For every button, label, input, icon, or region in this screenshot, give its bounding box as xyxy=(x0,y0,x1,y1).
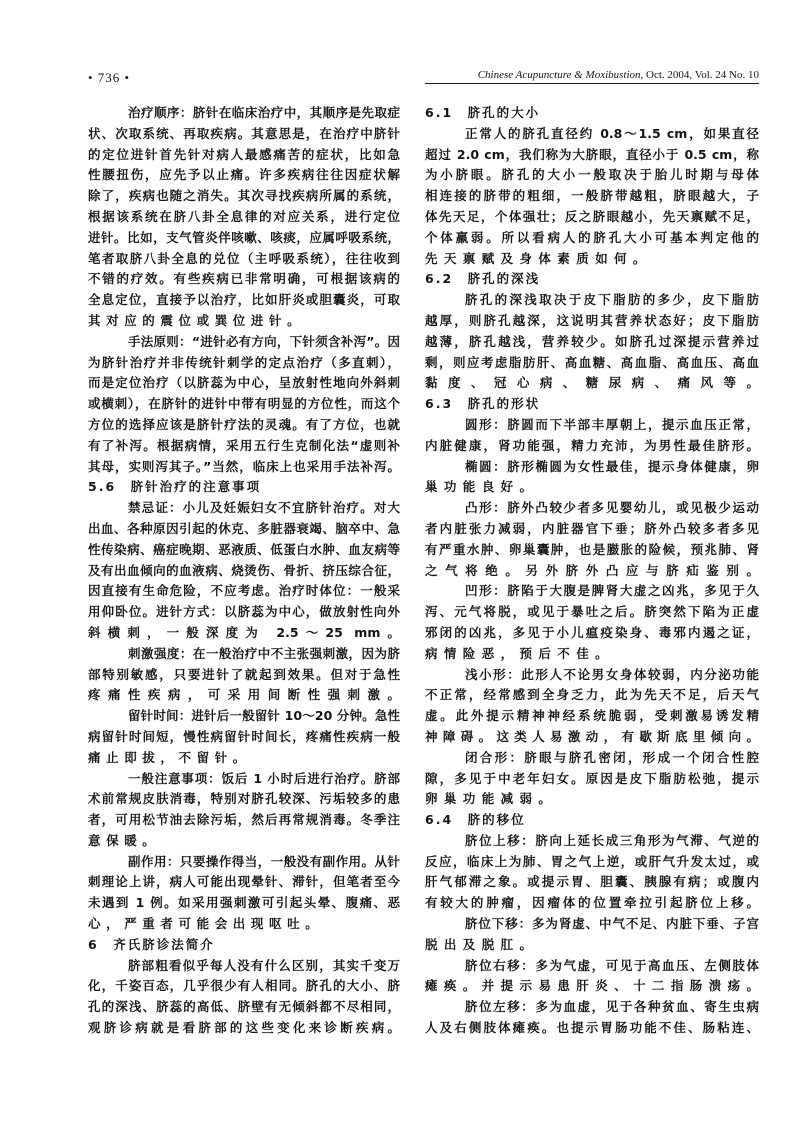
text-line: 神障碍。这类人易激动，有歇斯底里倾向。 xyxy=(425,728,759,744)
paragraph xyxy=(425,415,759,457)
text-line: 进针。比如，支气管炎伴咳嗽、咳痰，应属呼吸系统， xyxy=(88,229,400,245)
paragraph xyxy=(88,644,400,706)
text-line: 不错的疗效。有些疾病已非常明确，可根据该病的 xyxy=(88,271,400,287)
running-header xyxy=(425,69,759,84)
page-number: • 736 • xyxy=(88,70,131,85)
text-line: 泻、元气将脱，或见于暴吐之后。脐突然下陷为正虚 xyxy=(425,604,759,620)
text-line: 根据该系统在脐八卦全息律的对应关系，进行定位 xyxy=(88,208,400,224)
text-line: 其对应的震位或巽位进针。 xyxy=(88,312,306,328)
text-line: 其母，实则泻其子。”当然，临床上也采用手法补泻。 xyxy=(88,458,400,474)
text-line: 出血、各种原因引起的休克、多脏器衰竭、脑卒中、急 xyxy=(88,520,400,536)
text-line: 病留针时间短，慢性病留针时间长，疼痛性疾病一般 xyxy=(88,728,400,744)
paragraph xyxy=(425,831,759,914)
text-line: 反应，临床上为肺、胃之气上逆，或肝气升发太过，或 xyxy=(425,853,759,869)
heading-text: 6 齐氏脐诊法简介 xyxy=(88,936,215,952)
section-heading xyxy=(88,935,400,956)
text-line: 化，千姿百态，几乎很少有人相同。脐孔的大小、脐 xyxy=(88,978,400,994)
right-column xyxy=(425,103,759,1039)
section-heading xyxy=(425,810,759,831)
text-line: 先天禀赋及身体素质如何。 xyxy=(425,250,652,266)
heading-text: 6.4 脐的移位 xyxy=(425,812,526,828)
text-line: 心，严重者可能会出现呕吐。 xyxy=(88,916,324,932)
text-line: 脐位右移：多为气虚，可见于高血压、左侧肢体 xyxy=(465,957,759,973)
paragraph xyxy=(88,498,400,644)
heading-text: 6.1 脐孔的大小 xyxy=(425,105,541,120)
text-line: 痛止即拔，不留针。 xyxy=(88,749,251,765)
paragraph xyxy=(425,914,759,956)
text-line: 邪闭的凶兆，多见于小儿瘟疫染身、毒邪内遏之证， xyxy=(425,624,759,640)
text-line: 治疗顺序：脐针在临床治疗中，其顺序是先取症 xyxy=(128,105,400,120)
paragraph xyxy=(88,956,400,1039)
text-line: 或横刺），在脐针的进针中带有明显的方位性，而这个 xyxy=(88,396,400,412)
text-line: 浅小形：此形人不论男女身体较弱，内分泌功能 xyxy=(465,666,759,682)
text-line: 留针时间：进针后一般留针 10～20 分钟。急性 xyxy=(128,708,400,724)
text-line: 有严重水肿、卵巢囊肿，也是臌胀的险候，预兆肺、肾 xyxy=(425,541,759,557)
heading-text: 6.3 脐孔的形状 xyxy=(425,396,541,412)
text-line: 内脏健康，肾功能强，精力充沛，为男性最佳脐形。 xyxy=(425,437,759,453)
text-line: 正常人的脐孔直径约 0.8～1.5 cm，如果直径 xyxy=(465,125,759,141)
paragraph xyxy=(425,956,759,998)
left-column xyxy=(88,103,400,1039)
text-line: 闭合形：脐眼与脐孔密闭，形成一个闭合性腔 xyxy=(465,749,759,765)
text-line: 者，可用松节油去除污垢，然后再常规消毒。冬季注 xyxy=(88,812,400,828)
text-line: 禁忌证：小儿及妊娠妇女不宜脐针治疗。对大 xyxy=(128,500,400,516)
text-line: 孔的深浅、脐蕊的高低、脐壁有无倾斜都不尽相同， xyxy=(88,999,400,1015)
text-line: 为脐针治疗并非传统针刺学的定点治疗（多直刺）， xyxy=(88,354,400,370)
text-line: 脐孔的深浅取决于皮下脂肪的多少，皮下脂肪 xyxy=(465,292,759,308)
paragraph xyxy=(425,665,759,748)
text-line: 部特别敏感，只要进针了就起到效果。但对于急性 xyxy=(88,666,400,682)
text-line: 意保暖。 xyxy=(88,832,161,848)
text-line: 一般注意事项：饭后 1 小时后进行治疗。脐部 xyxy=(128,770,400,786)
text-line: 病情险恶，预后不佳。 xyxy=(425,645,615,661)
text-line: 未遇到 1 例。如采用强刺激可引起头晕、腹痛、恶 xyxy=(88,895,400,911)
text-line: 虚。此外提示精神神经系统脆弱，受刺激易诱发精 xyxy=(425,708,759,724)
text-line: 超过 2.0 cm，我们称为大脐眼，直径小于 0.5 cm，称 xyxy=(425,146,759,162)
text-line: 相连接的脐带的粗细，一般脐带越粗，脐眼越大，子 xyxy=(425,188,759,204)
text-line: 有较大的肿瘤，因瘤体的位置牵拉引起脐位上移。 xyxy=(425,895,759,911)
text-line: 隙，多见于中老年妇女。原因是皮下脂肪松弛，提示 xyxy=(425,770,759,786)
paragraph xyxy=(425,124,759,270)
text-line: 为小脐眼。脐孔的大小一般取决于胎儿时期与母体 xyxy=(425,167,759,183)
text-line: 椭圆：脐形椭圆为女性最佳，提示身体健康，卵 xyxy=(465,458,759,474)
journal-title: Chinese Acupuncture & Moxibustion xyxy=(477,69,641,81)
paragraph xyxy=(425,997,759,1039)
text-line: 副作用：只要操作得当，一般没有副作用。从针 xyxy=(128,853,400,869)
issue-info: , Oct. 2004, Vol. 24 No. 10 xyxy=(640,69,759,81)
text-line: 脐部粗看似乎每人没有什么区别，其实千变万 xyxy=(128,957,400,973)
text-line: 性腰扭伤，应先予以止痛。许多疾病往往因症状解 xyxy=(88,167,400,183)
text-line: 之气将绝。另外脐外凸应与脐疝鉴别。 xyxy=(425,562,759,578)
text-line: 瘫痪。并提示易患肝炎、十二指肠溃疡。 xyxy=(425,978,759,994)
paragraph xyxy=(425,498,759,581)
text-line: 个体羸弱。所以看病人的脐孔大小可基本判定他的 xyxy=(425,229,759,245)
paragraph xyxy=(425,581,759,664)
heading-text: 5.6 脐针治疗的注意事项 xyxy=(88,479,262,495)
text-line: 脐位左移：多为血虚，见于各种贫血、寄生虫病 xyxy=(465,999,759,1015)
text-line: 肝气郁滞之象。或提示胃、胆囊、胰腺有病；或腹内 xyxy=(425,874,759,890)
text-line: 术前常规皮肤消毒，特别对脐孔较深、污垢较多的患 xyxy=(88,791,400,807)
paragraph xyxy=(88,332,400,478)
section-heading xyxy=(425,394,759,415)
text-line: 性传染病、癌症晚期、恶液质、低蛋白水肿、血友病等 xyxy=(88,541,400,557)
text-line: 凹形：脐陷于大腹是脾肾大虚之凶兆，多见于久 xyxy=(465,583,759,599)
text-line: 方位的选择应该是脐针疗法的灵魂。有了方位，也就 xyxy=(88,416,400,432)
text-line: 观脐诊病就是看脐部的这些变化来诊断疾病。 xyxy=(88,1020,400,1036)
text-line: 因直接有生命危险，不应考虑。治疗时体位：一般采 xyxy=(88,583,400,599)
text-line: 者内脏张力减弱，内脏器官下垂；脐外凸较多者多见 xyxy=(425,520,759,536)
paragraph xyxy=(425,748,759,810)
text-line: 脐位下移：多为肾虚、中气不足、内脏下垂、子宫 xyxy=(465,916,759,932)
text-line: 有了补泻。根据病情，采用五行生克制化法“虚则补 xyxy=(88,437,400,453)
text-line: 巢功能良好。 xyxy=(425,479,539,495)
text-line: 脐位上移：脐向上延长成三角形为气滞、气逆的 xyxy=(465,832,759,848)
text-line: 凸形：脐外凸较少者多见婴幼儿，或见极少运动 xyxy=(465,500,759,516)
text-line: 斜横刺，一般深度为 2.5～25 mm。 xyxy=(88,624,400,640)
text-line: 手法原则：“进针必有方向，下针须含补泻”。因 xyxy=(128,333,400,349)
paragraph xyxy=(88,852,400,935)
text-line: 剩，则应考虑脂肪肝、高血糖、高血脂、高血压、高血 xyxy=(425,354,759,370)
paragraph xyxy=(88,769,400,852)
text-line: 人及右侧肢体瘫痪。也提示胃肠功能不佳、肠粘连、 xyxy=(425,1020,759,1036)
text-line: 用仰卧位。进针方式：以脐蕊为中心，做放射性向外 xyxy=(88,604,400,620)
paragraph xyxy=(88,103,400,332)
text-line: 越厚，则脐孔越深，这说明其营养状态好；皮下脂肪 xyxy=(425,312,759,328)
text-line: 疼痛性疾病，可采用间断性强刺激。 xyxy=(88,687,400,703)
text-line: 而是定位治疗（以脐蕊为中心，呈放射性地向外斜刺 xyxy=(88,375,400,391)
section-heading xyxy=(425,269,759,290)
text-line: 越薄，脐孔越浅，营养较少。如脐孔过深提示营养过 xyxy=(425,333,759,349)
text-line: 不正常，经常感到全身乏力，此为先天不足，后天气 xyxy=(425,687,759,703)
text-line: 笔者取脐八卦全息的兑位（主呼吸系统），往往收到 xyxy=(88,250,400,266)
text-line: 圆形：脐圆而下半部丰厚朝上，提示血压正常， xyxy=(465,416,759,432)
paragraph xyxy=(425,290,759,394)
text-line: 刺理论上讲，病人可能出现晕针、滞针，但笔者至今 xyxy=(88,874,400,890)
text-line: 状、次取系统、再取疾病。其意思是，在治疗中脐针 xyxy=(88,125,400,141)
text-line: 脱出及脱肛。 xyxy=(425,936,539,952)
text-line: 全息定位，直接予以治疗，比如肝炎或胆囊炎，可取 xyxy=(88,292,400,308)
text-line: 除了，疾病也随之消失。其次寻找疾病所属的系统， xyxy=(88,188,400,204)
paragraph xyxy=(425,457,759,499)
section-heading xyxy=(88,477,400,498)
paragraph xyxy=(88,706,400,768)
text-line: 的定位进针首先针对病人最感痛苦的症状，比如急 xyxy=(88,146,400,162)
text-line: 及有出血倾向的血液病、烧烫伤、骨折、挤压综合征， xyxy=(88,562,400,578)
text-line: 体先天足，个体强壮；反之脐眼越小，先天禀赋不足， xyxy=(425,208,759,224)
text-line: 刺激强度：在一般治疗中不主张强刺激，因为脐 xyxy=(128,645,400,661)
heading-text: 6.2 脐孔的深浅 xyxy=(425,271,541,287)
text-line: 卵巢功能减弱。 xyxy=(425,791,558,807)
section-heading xyxy=(425,103,759,124)
text-line: 黏度、冠心病、糖尿病、痛风等。 xyxy=(425,375,759,391)
